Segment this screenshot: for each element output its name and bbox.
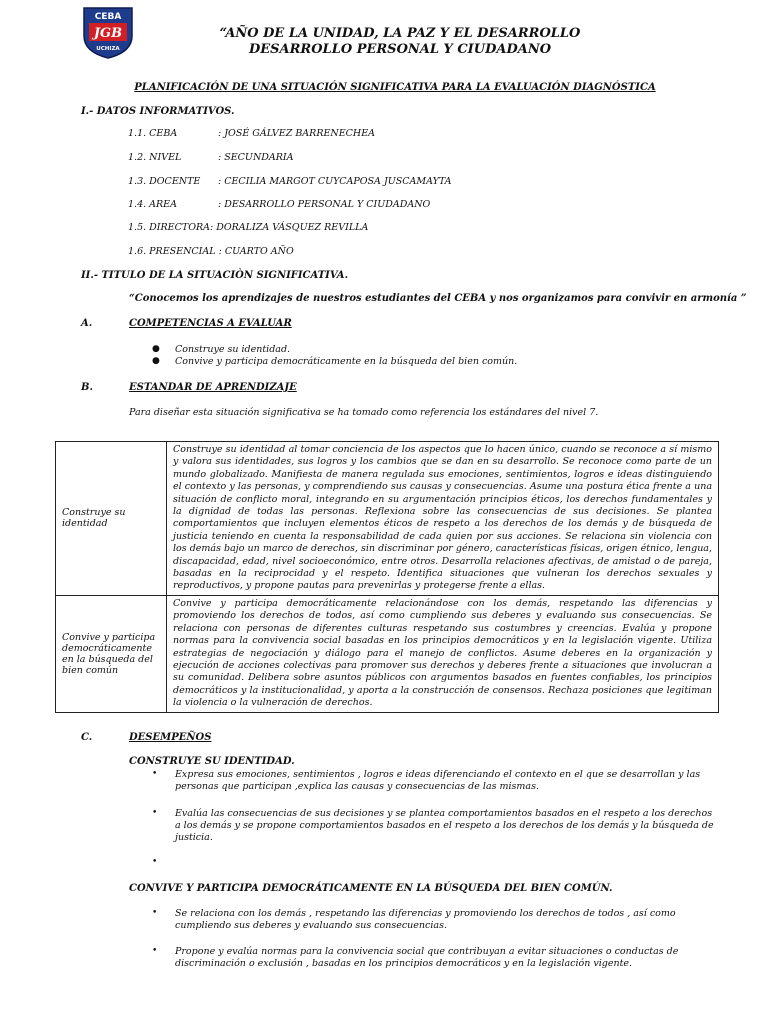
bullet-icon: • bbox=[152, 808, 158, 818]
bullet-icon: ● bbox=[152, 356, 160, 366]
info-value-docente: : CECILIA MARGOT CUYCAPOSA JUSCAMAYTA bbox=[218, 176, 452, 187]
info-presencial: 1.6. PRESENCIAL : CUARTO AÑO bbox=[128, 246, 294, 257]
section-a-title: COMPETENCIAS A EVALUAR bbox=[129, 318, 292, 329]
logo-bottom-text: UCHIZA bbox=[96, 46, 120, 52]
table-cell-description: Convive y participa democráticamente relacionándose con los demás, respetando las diferencias y promoviendo los derechos de todos, así como cumpliendo sus deberes y evaluando sus consecuencias. Se relaciona con personas de diferentes culturas respetando sus costumbres y creencias. Evalúa y propone normas para la convivencia social basadas en los principios democráticos y en la legislación vigente. Utiliza estrategias de negociación y diálogo para el manejo de conflictos. Asume deberes en la organización y ejecución de acciones colectivas para promover sus derechos y deberes frente a situaciones que involucran a su comunidad. Delibera sobre asuntos públicos con argumentos basados en fuentes confiables, los principios democráticos y la institucionalidad, y aporta a la construcción de consensos. Rechaza posiciones que legitiman la violencia o la vulneración de derechos. bbox=[167, 595, 719, 712]
competency-item: Convive y participa democráticamente en la búsqueda del bien común. bbox=[175, 356, 518, 367]
info-value-nivel: : SECUNDARIA bbox=[218, 152, 294, 163]
info-key-docente: 1.3. DOCENTE bbox=[128, 176, 201, 187]
standards-table bbox=[55, 441, 719, 713]
section-2-title: II.- TITULO DE LA SITUACIÒN SIGNIFICATIVA. bbox=[81, 270, 349, 281]
section-c-letter: C. bbox=[81, 732, 93, 743]
section-c-title: DESEMPEÑOS bbox=[129, 732, 212, 743]
table-cell-description: Construye su identidad al tomar conciencia de los aspectos que lo hacen único, cuando se reconoce a sí mismo y valora sus identidades, sus logros y los cambios que se dan en su desarrollo. Se reconoce como parte de un mundo globalizado. Manifiesta de manera regulada sus emociones, sentimientos, logros e ideas distinguiendo el contexto y las personas, y comprendiendo sus causas y consecuencias. Asume una postura ética frente a una situación de conflicto moral, integrando en su argumentación principios éticos, los derechos fundamentales y la dignidad de todas las personas. Reflexiona sobre las consecuencias de sus decisiones. Se plantea comportamientos que incluyen elementos éticos de respeto a los derechos de los demás y de búsqueda de justicia teniendo en cuenta la responsabilidad de cada quien por sus acciones. Se relaciona sin violencia con los demás bajo un marco de derechos, sin discriminar por género, características físicas, origen étnico, lengua, discapacidad, edad, nivel socioeconómico, entre otros. Desarrolla relaciones afectivas, de amistad o de pareja, basadas en la reciprocidad y el respeto. Identifica situaciones que vulneran los derechos sexuales y reproductivos, y propone pautas para prevenirlas y protegerse frente a ellas. bbox=[167, 442, 719, 596]
desempeno-item: Expresa sus emociones, sentimientos , logros e ideas diferenciando el contexto en el que se desarrollan y las personas que participan ,explica las causas y consecuencias de las mismas. bbox=[175, 769, 701, 792]
desempenos-subtitle-1: CONSTRUYE SU IDENTIDAD. bbox=[129, 756, 295, 767]
table-row bbox=[56, 442, 719, 596]
info-directora: 1.5. DIRECTORA: DORALIZA VÁSQUEZ REVILLA bbox=[128, 222, 369, 233]
situation-title-quote: “Conocemos los aprendizajes de nuestros estudiantes del CEBA y nos organizamos para convivir en armonía ” bbox=[129, 293, 747, 304]
ceba-logo bbox=[80, 6, 136, 60]
bullet-icon: ● bbox=[152, 344, 160, 354]
desempeno-item: Propone y evalúa normas para la convivencia social que contribuyan a evitar situaciones o conductas de discriminación o exclusión , basadas en los principios democráticos y en la legislación vigente. bbox=[175, 946, 679, 969]
info-value-ceba: : JOSÉ GÁLVEZ BARRENECHEA bbox=[218, 128, 376, 139]
info-value-area: : DESARROLLO PERSONAL Y CIUDADANO bbox=[218, 199, 431, 210]
desempeno-item: Evalúa las consecuencias de sus decisiones y se plantea comportamientos basados en el respeto a los derechos a los demás y se propone comportamientos basados en el respeto a los derechos de los demás y la búsqueda de justicia. bbox=[175, 808, 714, 843]
header-line-1: “AÑO DE LA UNIDAD, LA PAZ Y EL DESARROLLO bbox=[219, 26, 581, 41]
competency-item: Construye su identidad. bbox=[175, 344, 291, 355]
bullet-icon: • bbox=[152, 769, 158, 779]
logo-mid-text: JGB bbox=[93, 26, 123, 41]
desempeno-item: Se relaciona con los demás , respetando las diferencias y promoviendo los derechos de todos , así como cumpliendo sus deberes y evaluando sus consecuencias. bbox=[175, 908, 676, 931]
table-cell-label: Convive y participa democráticamente en la búsqueda del bien común bbox=[56, 595, 167, 712]
header-line-2: DESARROLLO PERSONAL Y CIUDADANO bbox=[248, 42, 552, 57]
section-1-title: I.- DATOS INFORMATIVOS. bbox=[81, 106, 235, 117]
section-a-letter: A. bbox=[81, 318, 93, 329]
standard-intro: Para diseñar esta situación significativa se ha tomado como referencia los estándares del nivel 7. bbox=[129, 407, 599, 418]
section-b-title: ESTANDAR DE APRENDIZAJE bbox=[129, 382, 297, 393]
bullet-icon: • bbox=[152, 908, 158, 918]
info-key-ceba: 1.1. CEBA bbox=[128, 128, 178, 139]
table-row bbox=[56, 595, 719, 712]
plan-title: PLANIFICACIÓN DE UNA SITUACIÓN SIGNIFICATIVA PARA LA EVALUACIÓN DIAGNÓSTICA bbox=[134, 82, 656, 93]
table-cell-label: Construye su identidad bbox=[56, 442, 167, 596]
bullet-icon: • bbox=[152, 946, 158, 956]
desempenos-subtitle-2: CONVIVE Y PARTICIPA DEMOCRÁTICAMENTE EN LA BÚSQUEDA DEL BIEN COMÚN. bbox=[129, 883, 613, 894]
info-key-area: 1.4. AREA bbox=[128, 199, 177, 210]
bullet-icon: • bbox=[152, 857, 158, 867]
section-b-letter: B. bbox=[81, 382, 93, 393]
info-key-nivel: 1.2. NIVEL bbox=[128, 152, 182, 163]
logo-top-text: CEBA bbox=[94, 12, 122, 22]
